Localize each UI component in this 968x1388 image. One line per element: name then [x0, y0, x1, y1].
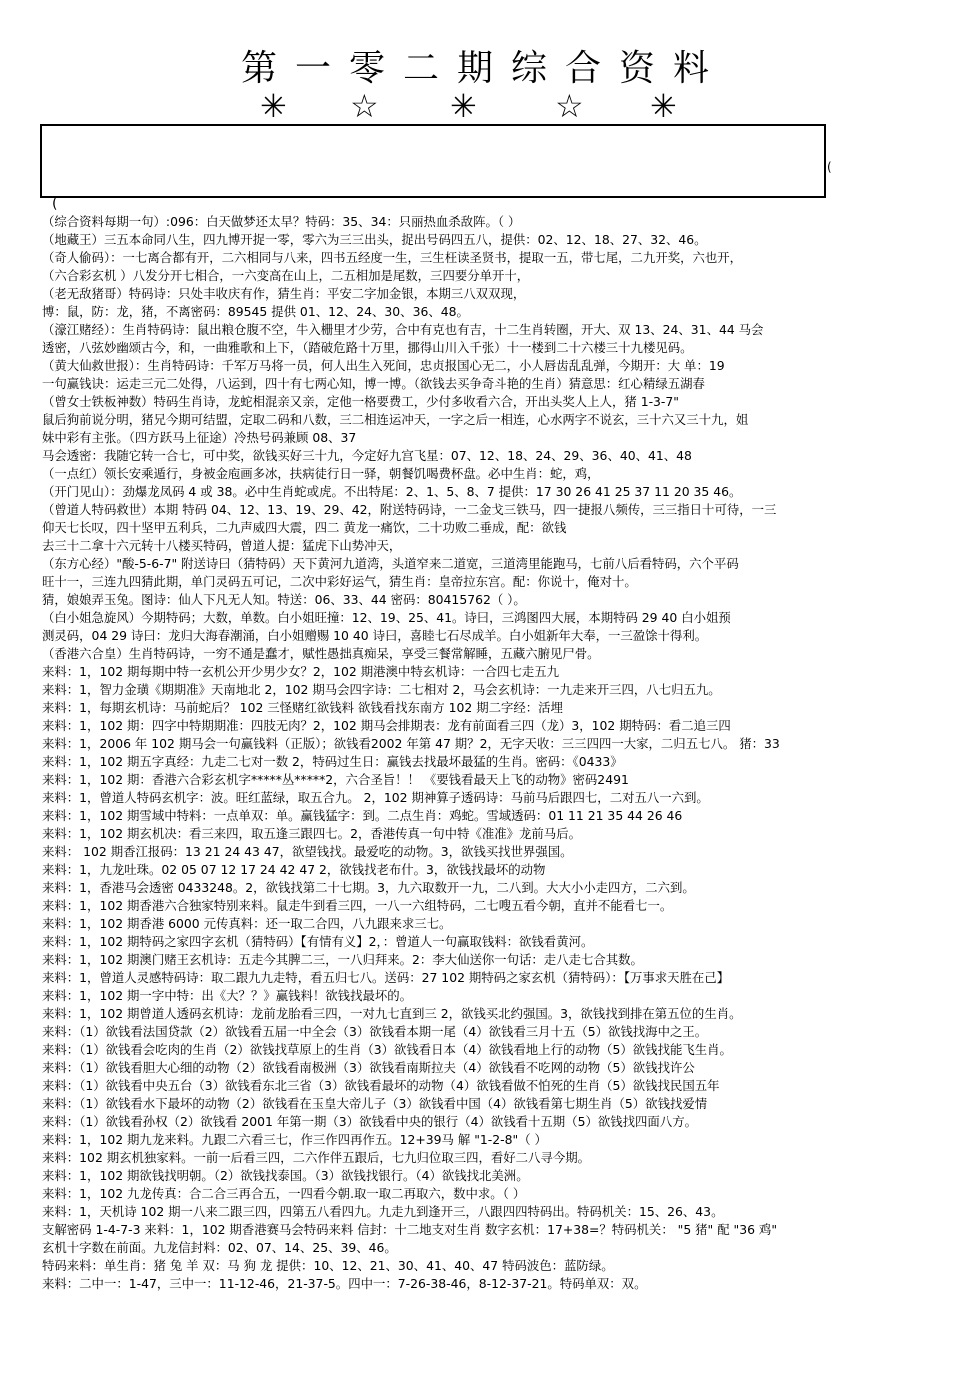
- text-line: 来料：（1）欲钱看水下最坏的动物（2）欲钱看在玉皇大帝儿子（3）欲钱看中国（4）欲钱看第七期生肖（5）欲钱找爱情: [42, 1096, 708, 1111]
- page-title: 第一零二期综合资料: [240, 48, 727, 89]
- text-line: 来料： 102 期香江报码：13 21 24 43 47，欲望钱找。最爱吃的动物。3，欲钱买找世界强国。: [42, 844, 573, 859]
- text-line: 妹中彩有主张。（四方跃马上征途）冷热号码兼顾 08、37: [42, 430, 357, 445]
- side-mark: (: [827, 160, 832, 174]
- text-line: （曾女士铁板神数）特码生肖诗，龙蛇相混亲又亲，定他一格要费工，少付多收看六合，开出头奖人上人，猪 1-3-7": [42, 394, 679, 409]
- text-line: 去三十二拿十六元转十八楼买特码，曾道人提：猛虎下山势冲天，: [42, 538, 402, 553]
- text-line: 来料：1，102 期一字中特：出《大？？》赢钱料！欲钱找最坏的。: [42, 988, 413, 1003]
- text-line: 来料：1，102 期每期中特一玄机公开少男少女？2，102 期港澳中特玄机诗：一合四七走五九: [42, 664, 560, 679]
- text-line: 来料：1，香港马会透密 0433248。2，欲钱找第二十七期。3，九六取数开一九，二八到。大大小小走四方，二六到。: [42, 880, 695, 895]
- text-line: 来料：1，九龙吐珠。02 05 07 12 17 24 42 47 2，欲钱找老布什。3，欲钱找最坏的动物: [42, 862, 546, 877]
- text-line: （一点红）领长安乘遁行，身被金庖画多冰，扶病徒行日一驿，朝餐饥喝费杯盘。必中生肖：蛇，鸡，: [42, 466, 600, 481]
- text-line: 来料：（1）欲钱看孙权（2）欲钱看 2001 年第一期（3）欲钱看中央的银行（4）欲钱看十五期（5）欲钱找四面八方。: [42, 1114, 697, 1129]
- text-line: 一句赢钱诀：运走三元二处得，八运到，四十有七两心知，博一博。（欲钱去买争奇斗艳的生肖）猜意思：红心精绿五湖春: [42, 376, 705, 391]
- text-line: 来料：1，102 期玄机决：看三来四，取五逢三跟四七。2，香港传真一句中特《准准》龙前马后。: [42, 826, 581, 841]
- text-line: （奇人偷码）：一七离合都有开，二六相同与八来，四书五经度一生，三生枉读圣贤书，提取一五，带七尾，二九开奖，六也开，: [42, 250, 743, 265]
- text-line: （黄大仙救世报）：生肖特码诗：千军万马将一员，何人出生入死间，忠贞报国心无二，小人唇齿乱乱弹，今期开：大 单：19: [42, 358, 725, 373]
- text-line: 旺十一，三连九四猜此期，单门灵码五可记，二次中彩好运气，猜生肖：皇帝拉东宫。配：你说十，俺对十。: [42, 574, 637, 589]
- content-body: [42, 213, 942, 1293]
- text-line: 来料：1，102 期五字真经：九走二七对一数 2，特码过生日：赢钱去找最坏最猛的生肖。密码：《0433》: [42, 754, 623, 769]
- text-line: 来料：1，102 期：香港六合彩玄机字*****丛*****2，六合圣旨！！ 《要钱看最天上飞的动物》密码2491: [42, 772, 629, 787]
- text-line: 鼠后狗前说分明，猪兄今期可结盟，定取二码和八数，三二相连运冲天，一字之后一相连，心水两字不说玄，三十六又三十九，姐: [42, 412, 749, 427]
- asterisk-icon: ✳: [260, 87, 287, 125]
- text-line: 来料：1，2006 年 102 期马会一句赢钱料（正版）；欲钱看2002 年第 47 期？2，无字天收：三三四四一大家，二归五七八。 猪：33: [42, 736, 780, 751]
- text-line: 来料：二中一：1-47，三中一：11-12-46，21-37-5。四中一：7-26-38-46，8-12-37-21。特码单双：双。: [42, 1276, 647, 1291]
- text-line: （综合资料每期一句）:096：白天做梦还太早？特码：35、34：只丽热血杀敌阵。（ ）: [42, 214, 521, 229]
- text-line: 来料：102 期玄机独家料。一前一后看三四，二六作伴五跟后，七九归位取三四，看好二八寻今期。: [42, 1150, 590, 1165]
- text-line: 来料：1，曾道人特码玄机字：波。旺红蓝绿，取五合九。 2，102 期神算子透码诗：马前马后跟四七，二对五八一六到。: [42, 790, 709, 805]
- box-paren: (: [52, 196, 58, 212]
- text-line: 来料：1，102 期：四字中特期期准：四肢无肉？2，102 期马会排期表：龙有前面看三四（龙）3，102 期特码：看二追三四: [42, 718, 731, 733]
- text-line: 来料：（1）欲钱看胆大心细的动物（2）欲钱看南极洲（3）欲钱看南斯拉夫（4）欲钱看不吃网的动物（5）欲钱找许公: [42, 1060, 695, 1075]
- text-line: 来料：1，102 期欲钱找明朝。（2）欲钱找泰国。（3）欲钱找银行。（4）欲钱找北美洲。: [42, 1168, 529, 1183]
- text-line: 来料：1，102 期曾道人透码玄机诗：龙前龙胎看三四，一对九七直到三 2，欲钱买北约强国。3，欲钱找到排在第五位的生肖。: [42, 1006, 742, 1021]
- text-line: 来料：1，智力金璜《期期准》天南地北 2，102 期马会四字诗：二七相对 2，马会玄机诗：一九走来开三四，八七归五九。: [42, 682, 721, 697]
- star-icon: ☆: [350, 87, 379, 125]
- text-line: 特码来料：单生肖：猪 兔 羊 双：马 狗 龙 提供：10、12、21、30、41、40、47 特码波色：蓝防绿。: [42, 1258, 614, 1273]
- text-line: 来料：1，每期玄机诗：马前蛇后？ 102 三怪赌红欲钱料 欲钱看找东南方 102 期二字经：活埋: [42, 700, 563, 715]
- text-line: （香港六合皇）生肖特码诗，一穷不通是蠢才，赋性愚拙真痴呆，享受三餐常解睡，五藏六腑见尸骨。: [42, 646, 600, 661]
- text-line: 来料：（1）欲钱看中央五台（3）欲钱看东北三省（3）欲钱看最坏的动物（4）欲钱看做不怕死的生肖（5）欲钱找民国五年: [42, 1078, 720, 1093]
- text-line: 玄机十字数在前面。九龙信封料：02、07、14、25、39、46。: [42, 1240, 397, 1255]
- text-line: 来料：1，102 期澳门赌王玄机诗：五走今其脾二三，一八归拜来。2：李大仙送你一句话：走八走七合其数。: [42, 952, 643, 967]
- text-line: 来料：1，102 期雪域中特料：一点单双：单。赢钱猛字：到。二点生肖：鸡蛇。雪域透码：01 11 21 35 44 26 46: [42, 808, 683, 823]
- text-line: 马会透密：我随它转一合七，可中奖，欲钱买好三十九，今定好九宫飞星：07、12、18、24、29、36、40、41、48: [42, 448, 692, 463]
- text-line: 来料：1，天机诗 102 期一八来二跟三四，四第五八看四九。九走九到逢开三，八跟四四特码出。特码机关：15、26、43。: [42, 1204, 724, 1219]
- text-line: （地藏王）三五本命同八生，四九博开捉一零，零六为三三出头，捉出号码四五八，提供：02、12、18、27、32、46。: [42, 232, 707, 247]
- asterisk-icon: ✳: [450, 87, 477, 125]
- star-icon: ☆: [555, 87, 584, 125]
- text-line: （开门见山）：劲爆龙凤码 4 或 38。必中生肖蛇或虎。不出特尾：2、1、5、8、7 提供：17 30 26 41 25 37 11 20 35 46。: [42, 484, 742, 499]
- text-line: 测灵码，04 29 诗曰：龙归大海春潮涌，白小姐赠赐 10 40 诗曰，喜睦七石尽成羊。白小姐新年大奉，一三盈馀十得利。: [42, 628, 708, 643]
- text-line: 博：鼠，防：龙，猪，不离密码：89545 提供 01、12、24、30、36、48。: [42, 304, 469, 319]
- text-line: 来料：（1）欲钱看法国贷款（2）欲钱看五届一中全会（3）欲钱看本期一尾（4）欲钱看三月十五（5）欲钱找海中之王。: [42, 1024, 708, 1039]
- text-line: （老无敌猪哥）特码诗：只处丰收庆有作，猜生肖：平安二字加金银，本期三八双双现，: [42, 286, 526, 301]
- text-line: 来料：1，102 期九龙来料。九跟二六看三七，作三作四再作五。12+39马 解 "1-2-8"（ ）: [42, 1132, 547, 1147]
- text-line: 仰天七长叹，四十坚甲五利兵，二九声威四大震，四二 黄龙一痛饮，二十功败二垂成，配：欲钱: [42, 520, 567, 535]
- text-line: 来料：1，102 九龙传真：合二合三再合五，一四看今朝.取一取二再取六，数中求。（ ）: [42, 1186, 526, 1201]
- text-line: （曾道人特码救世）本期 特码 04、12、13、19、29、42，附送特码诗，一二金戈三铁马，四一捷报八频传，三三指日十可待，一三: [42, 502, 777, 517]
- text-line: 支解密码 1-4-7-3 来料：1，102 期香港赛马会特码来料 信封：十二地支对生肖 数字玄机：17+38=？特码机关： "5 猪" 配 "36 鸡": [42, 1222, 778, 1237]
- text-line: 来料：1，102 期香港六合独家特别来料。鼠走牛到看三四，一八一六组特码，二七嗖五看今朝，直并不能看七一。: [42, 898, 673, 913]
- text-line: 透密，八弦妙幽颂古今，和，一曲雅歌和上下，（踏破危路十万里，挪得山川入千张）十一楼到二十六楼三十九楼见码。: [42, 340, 693, 355]
- text-line: （白小姐急旋风）今期特码；大数，单数。白小姐旺撞：12、19、25、41。诗曰，三鸿图四大展，本期特码 29 40 白小姐预: [42, 610, 731, 625]
- blank-box: [40, 124, 826, 198]
- text-line: （濠江赌经）：生肖特码诗：鼠出粮仓腹不空，牛入栅里才少劳，合中有克也有吉，十二生肖转圈，开大、双 13、24、31、44 马会: [42, 322, 764, 337]
- text-line: （六合彩玄机 ）八发分开七相合，一六变高在山上，二五相加是尾数，三四要分单开十，: [42, 268, 530, 283]
- decorative-symbol-row: [250, 88, 710, 124]
- text-line: 猜，娘娘弄玉兔。图诗：仙人下凡无人知。特送：06、33、44 密码：80415762（ ）。: [42, 592, 526, 607]
- text-line: 来料：1，102 期特码之家四字玄机（猜特码）【有情有义】2，：曾道人一句赢取钱料：欲钱看黄河。: [42, 934, 594, 949]
- asterisk-icon: ✳: [650, 87, 677, 125]
- text-line: 来料：1，曾道人灵感特码诗：取二跟九九走特，看五归七八。送码：27 102 期特码之家玄机（猜特码）：【万事求天胜在己】: [42, 970, 730, 985]
- text-line: 来料：（1）欲钱看会吃肉的生肖（2）欲钱找草原上的生肖（3）欲钱看日本（4）欲钱看地上行的动物（5）欲钱找能飞生肖。: [42, 1042, 732, 1057]
- text-line: 来料：1，102 期香港 6000 元传真料：还一取二合四，八九跟来求三七。: [42, 916, 452, 931]
- text-line: （东方心经）"酸-5-6-7" 附送诗曰（猜特码）天下黄河九道湾，头道窄来二道宽，三道湾里能跑马，七前八后看特码，六个平码: [42, 556, 739, 571]
